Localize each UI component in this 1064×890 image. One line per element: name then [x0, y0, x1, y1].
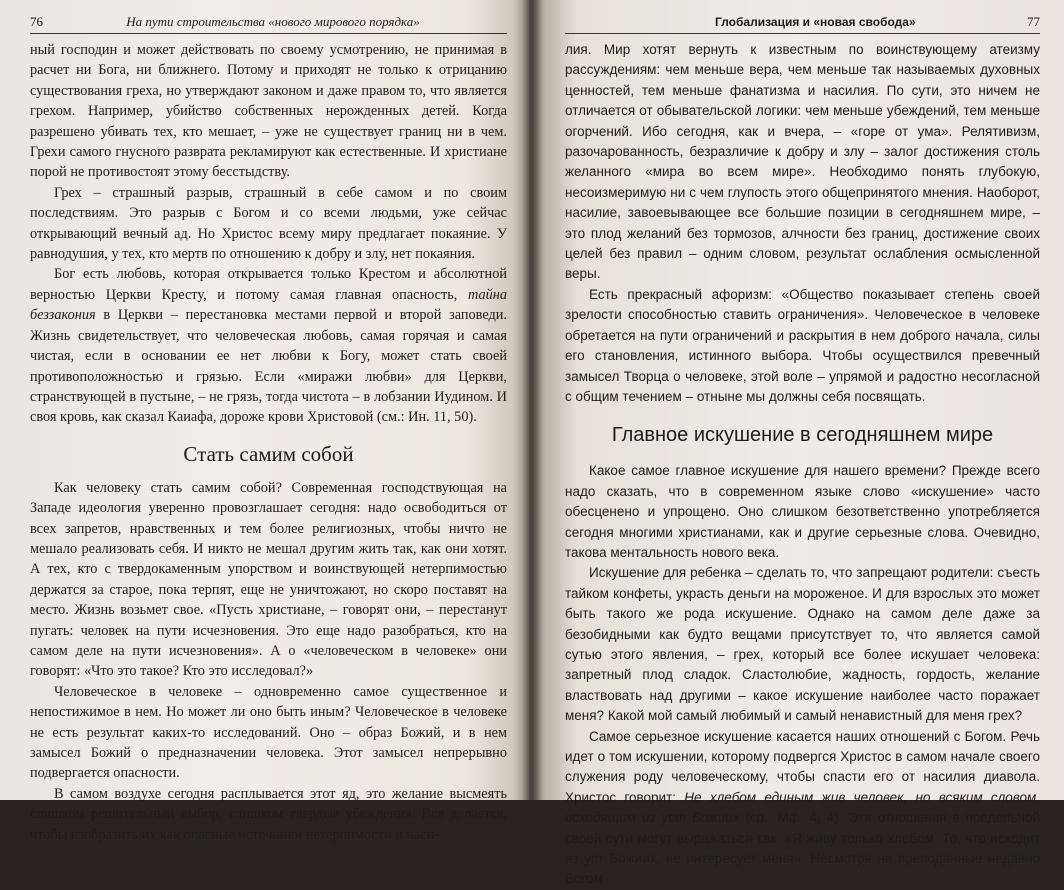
- right-paragraph-4: Искушение для ребенка – сделать то, что запрещают родители: съесть тайком конфеты, украсть деньги на мороженое. И для взрослых это может быть такого же рода искушение. Однако на самом деле даже за безобидными как будто вещами присутствует то, что является самой сутью этого явления, – грех, который все более искушает человека: запретный плод сладок. Сластолюбие, жадность, гордость, желание властвовать над другими – какое искушение наиболее часто поражает меня? Какой мой самый любимый и самый ненавистный для меня грех?: [565, 565, 1040, 724]
- left-section-heading: Стать самим собой: [183, 441, 354, 466]
- right-paragraph-5-italic: Не хлебом единым жив человек, но всяким словом, исходящим из уст Божиих: [565, 789, 1040, 826]
- right-running-head: [565, 14, 1040, 34]
- right-page-number: 77: [1027, 14, 1040, 29]
- left-paragraph-1: ный господин и может действовать по своему усмотрению, не принимая в расчет ни Бога, ни ближнего. Потому и приходят не только к отрицанию существования греха, но утверждают законом и даже правом то, что является грехом. Например, убийство собственных нерожденных детей. Когда разрешено убивать тех, кто мешает, – уже не существует границ ни в чем. Грехи самого гнусного разврата рекламируют как естественные. И христиане порой не противостоят этому бесстыдству.: [30, 42, 507, 181]
- left-paragraph-4: Как человеку стать самим собой? Современная господствующая на Западе идеология уверенно провозглашает сегодня: надо освободиться от всех запретов, нравственных и тем более религиозных, чтобы ничто не мешало реализовать себя. И никто не мешал другим жить так, как они хотят. А тех, кто с твердокаменным упорством и воинствующей нетерпимостью держатся за старое, пока терпят, еще не уничтожают, но скоро поставят на место. Жизнь возьмет свое. «Пусть христиане, – говорят они, – перестанут пугать: человек на пути исчезновения. Это еще надо разобраться, кто на самом деле на пути исчезновения». А о «человеческом в человеке» они говорят: «Что это такое? Кто это исследовал?»: [30, 479, 507, 680]
- right-section-heading: Главное искушение в сегодняшнем мире: [611, 424, 994, 447]
- right-paragraph-5-part-b: (ср.: Мф. 4, 4). Эти отношения в предельной своей сути могут выражаться так: «Я живу только хлебом. То, что исходит из уст Божиих, не интересует меня». Несмотря на преподанные недавно Богом: [565, 810, 1040, 887]
- left-running-title: На пути строительства «нового мирового порядка»: [126, 14, 420, 29]
- left-paragraph-3: [30, 264, 507, 427]
- left-page-number: 76: [30, 14, 43, 29]
- left-page: [0, 0, 529, 843]
- left-running-head: [30, 14, 507, 34]
- right-paragraph-2: Есть прекрасный афоризм: «Общество показывает степень своей зрелости способностью ставить ограничения». Человеческое в человеке обретается на пути ограничений и раскрытия в нем доброго начала, силы его становления, истинного выбора. Чтобы осуществился превечный замысел Творца о человеке, этой воле – упрямой и радостно несогласной с общим течением – отныне мы должны себя посвящать.: [565, 286, 1040, 404]
- right-paragraph-3: Какое самое главное искушение для нашего времени? Прежде всего надо сказать, что в современном языке слово «искушение» часто обесценено и упрощено. Оно слишком безответственно употребляется сегодня многими христианами, как и другие серьезные слова. Очевидно, такова ментальность нового века.: [565, 463, 1040, 560]
- left-paragraph-3-part-a: Бог есть любовь, которая открывается только Крестом и абсолютной верностью Церкви Кресту, и потому самая главная опасность,: [30, 266, 507, 303]
- right-paragraph-1: лия. Мир хотят вернуть к известным по воинствующему атеизму рассуждениям: чем меньше вера, чем меньше так называемых духовных ценностей, тем меньше фанатизма и насилия. По сути, это ничем не отличается от обывательской логики: чем меньше убеждений, тем меньше огорчений. Ибо сегодня, как и вчера, – «горе от ума». Релятивизм, разочарованность, безразличие к добру и злу – залог достижения столь желанного «мира во всем мире». Необходимо понять глубокую, несоизмеримую ни с чем глупость этого общепринятого мнения. Наоборот, насилие, завоевывающее все большие позиции в сегодняшнем мире, – это плод желаний без тормозов, алчности без границ, достижение своих целей без правил – одним словом, результат ослабления осмысленной веры.: [565, 42, 1040, 282]
- right-running-title: Глобализация и «новая свобода»: [715, 15, 916, 29]
- right-paragraph-5: [565, 727, 1040, 890]
- right-body-text: [565, 40, 1040, 890]
- left-paragraph-5: Человеческое в человеке – одновременно самое существенное и непостижимое в нем. Но может ли оно быть иным? Человеческое в человеке не есть результат каких-то исследований. Оно – образ Божий, и в нем замысел Божий о предназначении человека. Этот замысел непрерывно подвергается опасности.: [30, 683, 507, 782]
- right-paragraph-5-part-a: Самое серьезное искушение касается наших отношений с Богом. Речь идет о том искушении, которому подвергся Христос в самом начале своего служения роду человеческому, чтобы спасти его от насилия диавола. Христос говорит:: [565, 728, 1040, 805]
- left-paragraph-2: Грех – страшный разрыв, страшный в себе самом и по своим последствиям. Это разрыв с Богом и со всеми людьми, уже сейчас открывающий вечный ад. Но Христос всему миру предлагает покаяние. У равнодушия, у тех, кто мертв по отношению к добру и злу, нет покаяния.: [30, 184, 507, 263]
- left-paragraph-3-italic: тайна беззакония: [30, 286, 507, 324]
- left-body-text: [30, 40, 507, 845]
- left-paragraph-3-part-b: в Церкви – перестановка местами первой и второй заповеди. Жизнь свидетельствует, что человеческая любовь, самая горячая и самая чистая, если в основании ее нет любви к Богу, может стать своей противоположностью и грязью. Если «миражи любви» для Церкви, странствующей в пустыне, – не грязь, тогда чистота – в лобзании Иудином. И своя кровь, как сказал Каиафа, дороже крови Христовой (см.: Ин. 11, 50).: [30, 307, 507, 426]
- right-page: [529, 0, 1064, 887]
- left-paragraph-6: В самом воздухе сегодня расплывается этот яд, это желание высмеять слишком решительный выбор, слишком твердые убеждения. Все делается, чтобы изобразить их как опасные источники нетерпимости и наси-: [30, 785, 507, 843]
